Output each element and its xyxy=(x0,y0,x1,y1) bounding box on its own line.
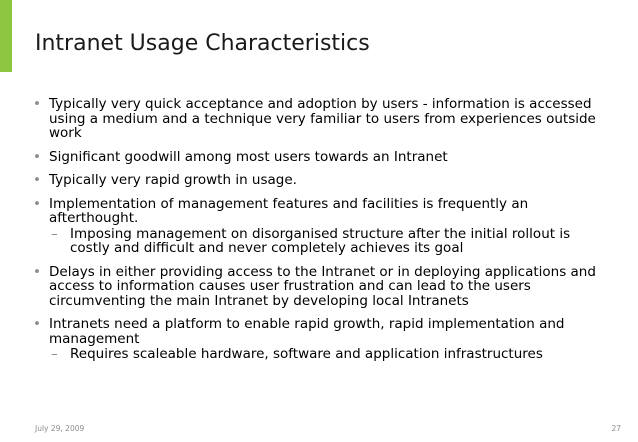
bullet-marker: • xyxy=(33,195,41,212)
bullet-text: Typically very rapid growth in usage. xyxy=(49,172,297,188)
bullet-marker: • xyxy=(33,96,41,112)
sub-bullet-item xyxy=(33,227,603,256)
bullet-list xyxy=(33,97,603,362)
sub-bullet-text: Imposing management on disorganised structure after the initial rollout is costly and difficult and never completely achieves its goal xyxy=(70,225,571,256)
bullet-text: Implementation of management features and facilities is frequently an afterthought. xyxy=(49,195,529,226)
footer-date: July 29, 2009 xyxy=(35,424,85,433)
page-number: 27 xyxy=(611,424,621,433)
bullet-item xyxy=(33,173,603,188)
bullet-marker: • xyxy=(33,172,41,188)
bullet-marker: • xyxy=(33,263,41,280)
accent-bar xyxy=(0,0,12,72)
bullet-text: Delays in either providing access to the Intranet or in deploying applications and access to information causes user frustration and can lead to the users circumventing the main Intranet by developing local Intranets xyxy=(49,263,596,309)
sub-bullet-marker: – xyxy=(51,346,58,362)
sub-bullet-item xyxy=(33,347,603,362)
bullet-text: Significant goodwill among most users towards an Intranet xyxy=(49,148,448,165)
sub-bullet-marker: – xyxy=(51,225,58,242)
sub-bullet-text: Requires scaleable hardware, software and application infrastructures xyxy=(70,346,543,362)
bullet-item xyxy=(33,97,603,141)
bullet-marker: • xyxy=(33,316,41,332)
bullet-item xyxy=(33,197,603,226)
bullet-text: Typically very quick acceptance and adoption by users - information is accessed using a medium and a technique very familiar to users from experiences outside work xyxy=(49,96,596,141)
bullet-marker: • xyxy=(33,148,41,165)
bullet-item xyxy=(33,150,603,165)
bullet-item xyxy=(33,265,603,309)
bullet-item xyxy=(33,317,603,346)
slide-title: Intranet Usage Characteristics xyxy=(35,31,370,56)
bullet-text: Intranets need a platform to enable rapid growth, rapid implementation and management xyxy=(49,316,565,347)
